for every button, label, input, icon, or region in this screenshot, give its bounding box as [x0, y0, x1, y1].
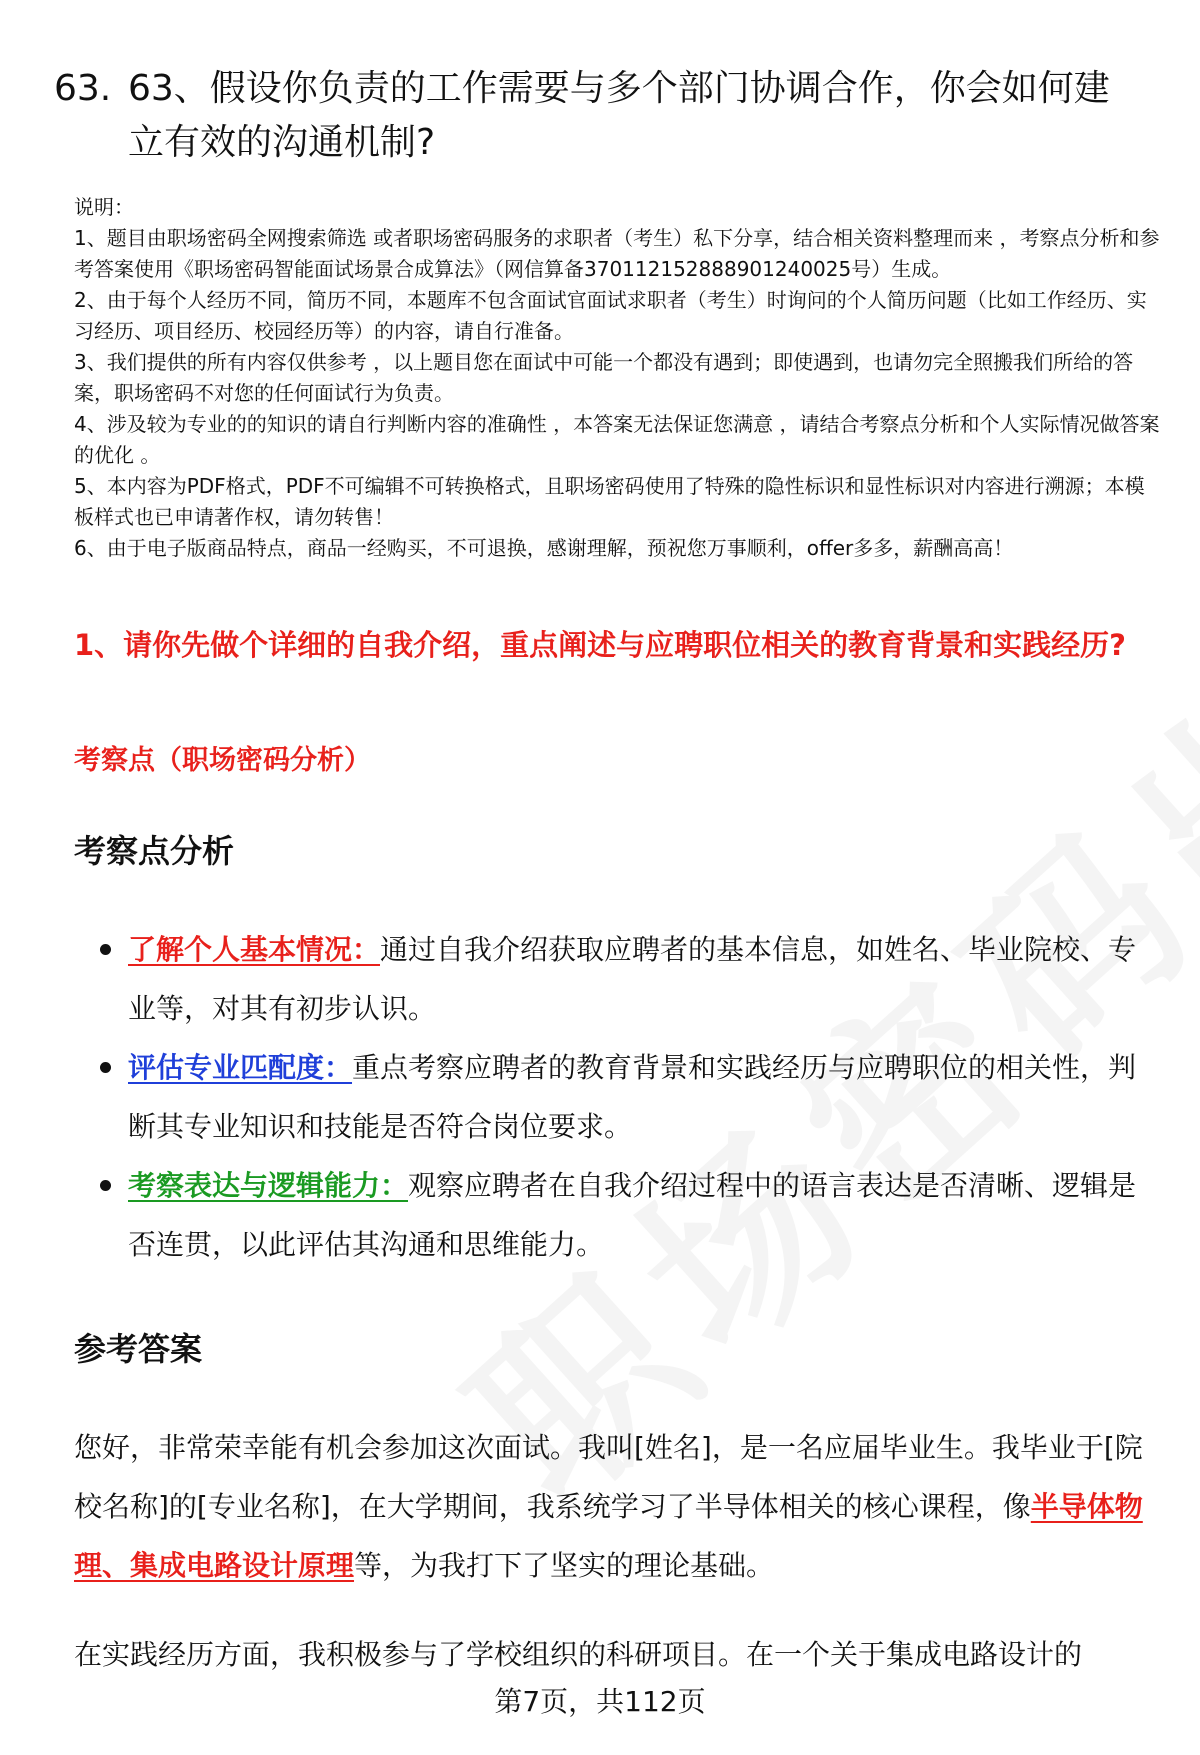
bullet-dot-icon — [100, 1062, 111, 1073]
notes-item: 2、由于每个人经历不同，简历不同，本题库不包含面试官面试求职者（考生）时询问的个人简历问题（比如工作经历、实习经历、项目经历、校园经历等）的内容，请自行准备。 — [74, 288, 1147, 343]
bullet-dot-icon — [100, 1180, 111, 1191]
bullet-text: 观察应聘者在自我介绍过程中的语言表达是否清晰、逻辑是否连贯，以此评估其沟通和思维能力。 — [128, 1169, 1137, 1261]
analysis-title: 考察点分析 — [74, 832, 235, 870]
notes-item: 4、涉及较为专业的的知识的请自行判断内容的准确性 ，本答案无法保证您满意 ，请结合考察点分析和个人实际情况做答案的优化 。 — [74, 412, 1160, 467]
bullet-text: 重点考察应聘者的教育背景和实践经历与应聘职位的相关性，判断其专业知识和技能是否符合岗位要求。 — [128, 1051, 1137, 1143]
analysis-list — [128, 920, 1148, 1274]
list-item — [128, 1038, 1148, 1156]
notes-item: 3、我们提供的所有内容仅供参考 ，以上题目您在面试中可能一个都没有遇到；即使遇到，也请勿完全照搬我们所给的答案，职场密码不对您的任何面试行为负责。 — [74, 350, 1134, 405]
answer-title: 参考答案 — [74, 1330, 203, 1368]
answer-highlight: 半导体物理、集成电路设计原理 — [74, 1490, 1143, 1582]
bullet-keyword: 评估专业匹配度： — [128, 1051, 353, 1084]
question-title — [54, 62, 1154, 170]
answer-paragraph: 在实践经历方面，我积极参与了学校组织的科研项目。在一个关于集成电路设计的 — [74, 1638, 1083, 1671]
bullet-dot-icon — [100, 944, 111, 955]
notes-item: 6、由于电子版商品特点，商品一经购买，不可退换，感谢理解，预祝您万事顺利，offer多多，薪酬高高！ — [74, 536, 1014, 560]
answer-text: 您好，非常荣幸能有机会参加这次面试。我叫[姓名]，是一名应届毕业生。我毕业于[院校名称]的[专业名称]，在大学期间，我系统学习了半导体相关的核心课程，像 — [74, 1431, 1143, 1523]
answer-paragraph — [74, 1418, 1154, 1595]
notes-label: 说明： — [74, 195, 134, 219]
bullet-text: 通过自我介绍获取应聘者的基本信息，如姓名、毕业院校、专业等，对其有初步认识。 — [128, 933, 1137, 1025]
sub-question-heading: 1、请你先做个详细的自我介绍，重点阐述与应聘职位相关的教育背景和实践经历? — [74, 628, 1127, 662]
bullet-keyword: 了解个人基本情况： — [128, 933, 381, 966]
bullet-keyword: 考察表达与逻辑能力： — [128, 1169, 409, 1202]
answer-text: 等，为我打下了坚实的理论基础。 — [354, 1549, 775, 1582]
sub-question-subheading: 考察点（职场密码分析） — [74, 745, 371, 776]
question-number: 63. — [54, 68, 112, 109]
notes-item: 1、题目由职场密码全网搜索筛选 或者职场密码服务的求职者（考生）私下分享，结合相关资料整理而来 ，考察点分析和参考答案使用《职场密码智能面试场景合成算法》（网信算备370112152888901240025号）生成。 — [74, 226, 1160, 281]
list-item — [128, 920, 1148, 1038]
list-item — [128, 1156, 1148, 1274]
notes-section — [74, 192, 1164, 564]
notes-item: 5、本内容为PDF格式，PDF不可编辑不可转换格式，且职场密码使用了特殊的隐性标识和显性标识对内容进行溯源；本模板样式也已申请著作权，请勿转售！ — [74, 474, 1145, 529]
page-footer: 第7页，共112页 — [494, 1685, 706, 1718]
question-text: 63、假设你负责的工作需要与多个部门协调合作，你会如何建立有效的沟通机制? — [128, 68, 1110, 163]
